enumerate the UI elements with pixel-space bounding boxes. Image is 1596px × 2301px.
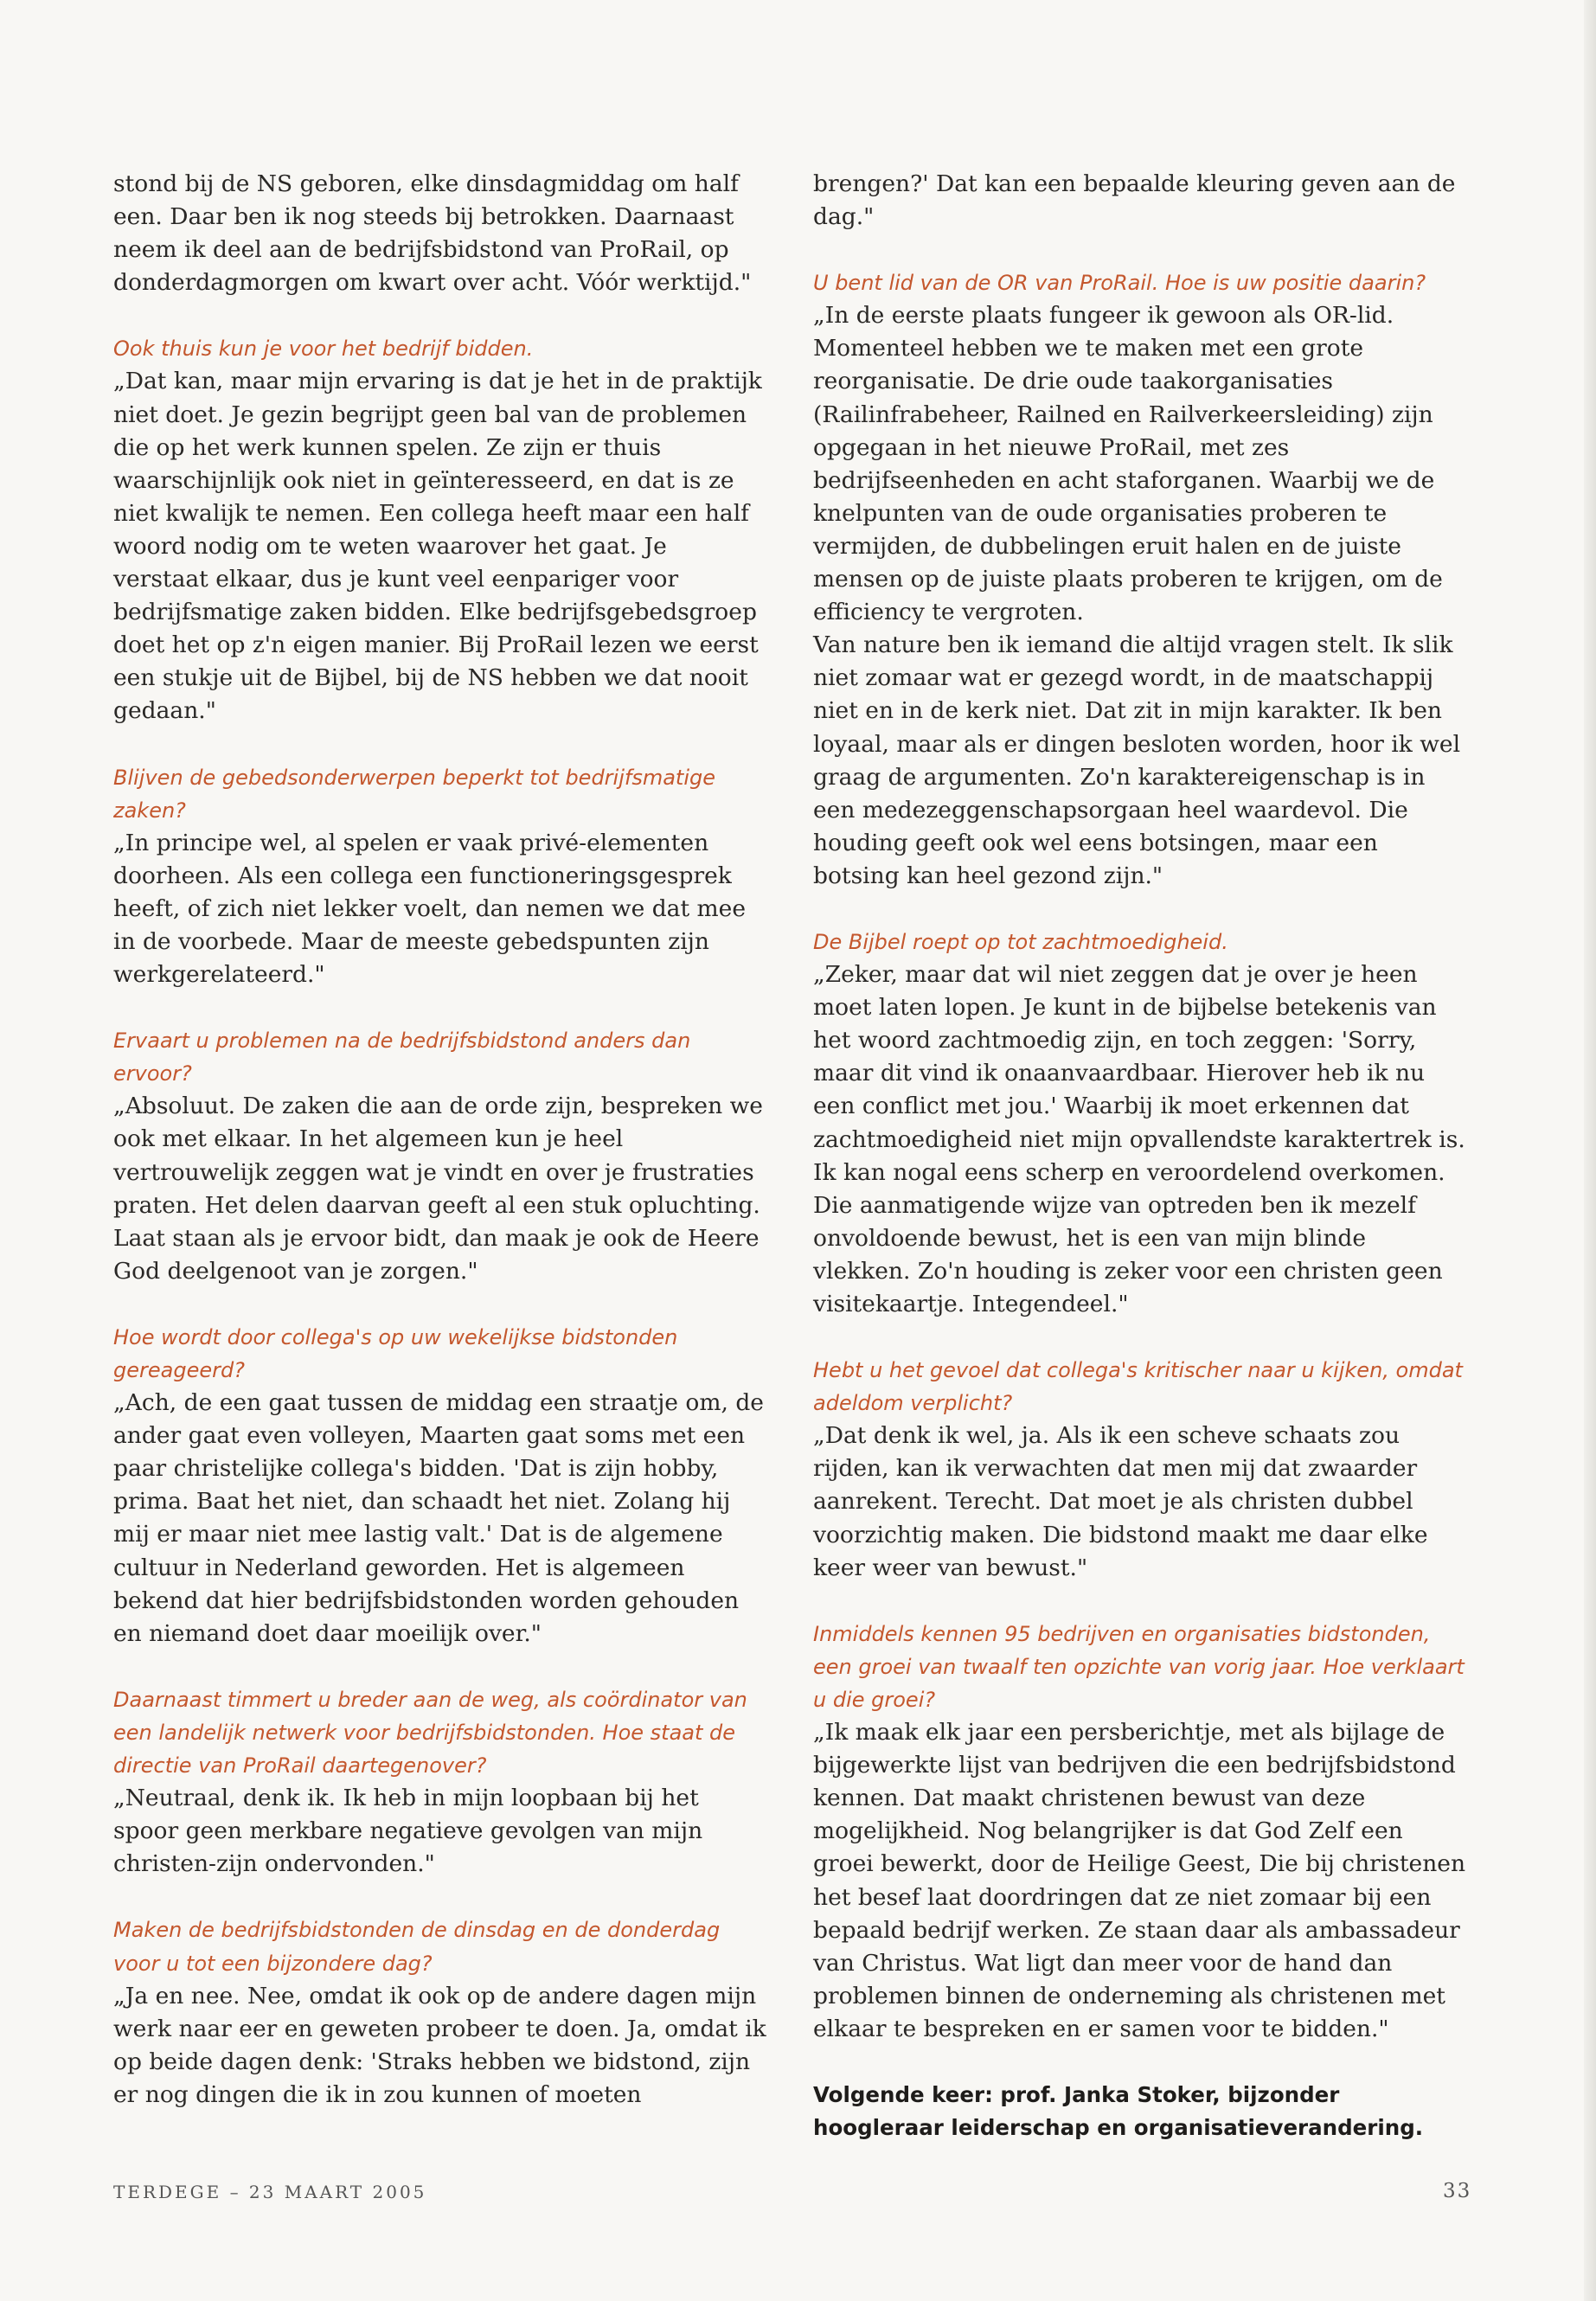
right-column (813, 168, 1466, 2177)
answer-text: „Absoluut. De zaken die aan de orde zijn, bespreken we ook met elkaar. In het algemeen kun je heel vertrouwelijk zeggen wat je vindt en over je frustraties praten. Het delen daarvan geeft al een stuk opluchting. Laat staan als je ervoor bidt, dan maak je ook de Heere God deelgenoot van je zorgen." (113, 1093, 763, 1285)
answer-text: „In de eerste plaats fungeer ik gewoon als OR-lid. Momenteel hebben we te maken met een grote reorganisatie. De drie oude taakorganisaties (Railinfrabeheer, Railned en Railverkeersleiding) zijn opgegaan in het nieuwe ProRail, met zes bedrijfseenheden en acht staforganen. Waarbij we de knelpunten van de oude organisaties proberen te vermijden, de dubbelingen eruit halen en de juiste mensen op de juiste plaats proberen te krijgen, om de efficiency te vergroten. (813, 302, 1443, 626)
answer-text: „Dat kan, maar mijn ervaring is dat je het in de praktijk niet doet. Je gezin begrijpt geen bal van de problemen die op het werk kunnen spelen. Ze zijn er thuis waarschijnlijk ook niet in geïnteresseerd, en dat is ze niet kwalijk te nemen. Een collega heeft maar een half woord nodig om te weten waarover het gaat. Je verstaat elkaar, dus je kunt veel eenpariger voor bedrijfsmatige zaken bidden. Elke bedrijfsgebedsgroep doet het op z'n eigen manier. Bij ProRail lezen we eerst een stukje uit de Bijbel, bij de NS hebben we dat nooit gedaan." (113, 368, 762, 725)
question-heading: Maken de bedrijfsbidstonden de dinsdag en de donderdag voor u tot een bijzondere dag? (113, 1918, 721, 1976)
answer-text: „Ach, de een gaat tussen de middag een straatje om, de ander gaat even volleyen, Maarten gaat soms met een paar christelijke collega's bidden. 'Dat is zijn hobby, prima. Baat het niet, dan schaadt het niet. Zolang hij mij er maar niet mee lastig valt.' Dat is de algemene cultuur in Nederland geworden. Het is algemeen bekend dat hier bedrijfsbidstonden worden gehouden en niemand doet daar moeilijk over." (113, 1389, 764, 1647)
question-heading: U bent lid van de OR van ProRail. Hoe is uw positie daarin? (813, 271, 1426, 296)
page-edge-shadow (1584, 0, 1596, 2301)
question-heading: Inmiddels kennen 95 bedrijven en organisaties bidstonden, een groei van twaalf ten opzichte van vorig jaar. Hoe verklaart u die groei? (813, 1621, 1465, 1712)
qa-block (113, 1683, 766, 1881)
question-heading: De Bijbel roept op tot zachtmoedigheid. (813, 929, 1228, 954)
publication-footer: TERDEGE – 23 MAART 2005 (113, 2182, 427, 2202)
answer-text: stond bij de NS geboren, elke dinsdagmiddag om half een. Daar ben ik nog steeds bij betrokken. Daarnaast neem ik deel aan de bedrijfsbidstond van ProRail, op donderdagmorgen om kwart over acht. Vóór werktijd." (113, 170, 752, 297)
qa-block (813, 1618, 1466, 2046)
qa-block (813, 266, 1466, 893)
left-column (113, 168, 766, 2144)
intro-paragraph (113, 168, 766, 299)
question-heading: Blijven de gebedsonderwerpen beperkt tot bedrijfsmatige zaken? (113, 765, 715, 823)
qa-block (813, 926, 1466, 1321)
question-heading: Daarnaast timmert u breder aan de weg, als coördinator van een landelijk netwerk voor bedrijfsbidstonden. Hoe staat de directie van ProRail daartegenover? (113, 1687, 747, 1779)
question-heading: Ook thuis kun je voor het bedrijf bidden. (113, 336, 534, 362)
answer-text: „Neutraal, denk ik. Ik heb in mijn loopbaan bij het spoor geen merkbare negatieve gevolgen van mijn christen-zijn ondervonden." (113, 1785, 703, 1878)
answer-text-continued: Van nature ben ik iemand die altijd vragen stelt. Ik slik niet zomaar wat er gezegd wordt, in de maatschappij niet en in de kerk niet. Dat zit in mijn karakter. Ik ben loyaal, maar als er dingen besloten worden, hoor ik wel graag de argumenten. Zo'n karaktereigenschap is in een medezeggenschapsorgaan heel waardevol. Die houding geeft ook wel eens botsingen, maar een botsing kan heel gezond zijn." (813, 631, 1461, 889)
question-heading: Hoe wordt door collega's op uw wekelijkse bidstonden gereageerd? (113, 1324, 678, 1382)
answer-text: „Ik maak elk jaar een persberichtje, met als bijlage de bijgewerkte lijst van bedrijven die een bedrijfsbidstond kennen. Dat maakt christenen bewust van deze mogelijkheid. Nog belangrijker is dat God Zelf een groei bewerkt, door de Heilige Geest, Die bij christenen het besef laat doordringen dat ze niet zomaar bij een bepaald bedrijf werken. Ze staan daar als ambassadeur van Christus. Wat ligt dan meer voor de hand dan problemen binnen de onderneming als christenen met elkaar te bespreken en er samen voor te bidden." (813, 1719, 1466, 2042)
answer-text: „Zeker, maar dat wil niet zeggen dat je over je heen moet laten lopen. Je kunt in de bijbelse betekenis van het woord zachtmoedig zijn, en toch zeggen: 'Sorry, maar dit vind ik onaanvaardbaar. Hierover heb ik nu een conflict met jou.' Waarbij ik moet erkennen dat zachtmoedigheid niet mijn opvallendste karaktertrek is. Ik kan nogal eens scherp en veroordelend overkomen. Die aanmatigende wijze van optreden ben ik mezelf onvoldoende bewust, het is een van mijn blinde vlekken. Zo'n houding is zeker voor een christen geen visitekaartje. Integendeel." (813, 961, 1465, 1317)
answer-text: brengen?' Dat kan een bepaalde kleuring geven aan de dag." (813, 170, 1456, 231)
qa-block (113, 332, 766, 727)
qa-block (113, 1913, 766, 2112)
intro-paragraph (813, 168, 1466, 234)
answer-text: „In principe wel, al spelen er vaak privé-elementen doorheen. Als een collega een functioneringsgesprek heeft, of zich niet lekker voelt, dan nemen we dat mee in de voorbede. Maar de meeste gebedspunten zijn werkgerelateerd." (113, 829, 747, 989)
qa-block (113, 1321, 766, 1650)
answer-text: „Dat denk ik wel, ja. Als ik een scheve schaats zou rijden, kan ik verwachten dat men mij dat zwaarder aanrekent. Terecht. Dat moet je als christen dubbel voorzichtig maken. Die bidstond maakt me daar elke keer weer van bewust." (813, 1422, 1428, 1581)
qa-block (113, 761, 766, 992)
qa-block (813, 1354, 1466, 1585)
qa-block (113, 1024, 766, 1288)
page-number: 33 (1443, 2180, 1472, 2202)
closing-note (813, 2079, 1466, 2144)
question-heading: Ervaart u problemen na de bedrijfsbidstond anders dan ervoor? (113, 1029, 691, 1086)
next-issue-note: Volgende keer: prof. Janka Stoker, bijzonder hoogleraar leiderschap en organisatieverandering. (813, 2081, 1424, 2141)
question-heading: Hebt u het gevoel dat collega's kritischer naar u kijken, omdat adeldom verplicht? (813, 1358, 1463, 1416)
answer-text: „Ja en nee. Nee, omdat ik ook op de andere dagen mijn werk naar eer en geweten probeer te doen. Ja, omdat ik op beide dagen denk: 'Straks hebben we bidstond, zijn er nog dingen die ik in zou kunnen of moeten (113, 1982, 766, 2108)
